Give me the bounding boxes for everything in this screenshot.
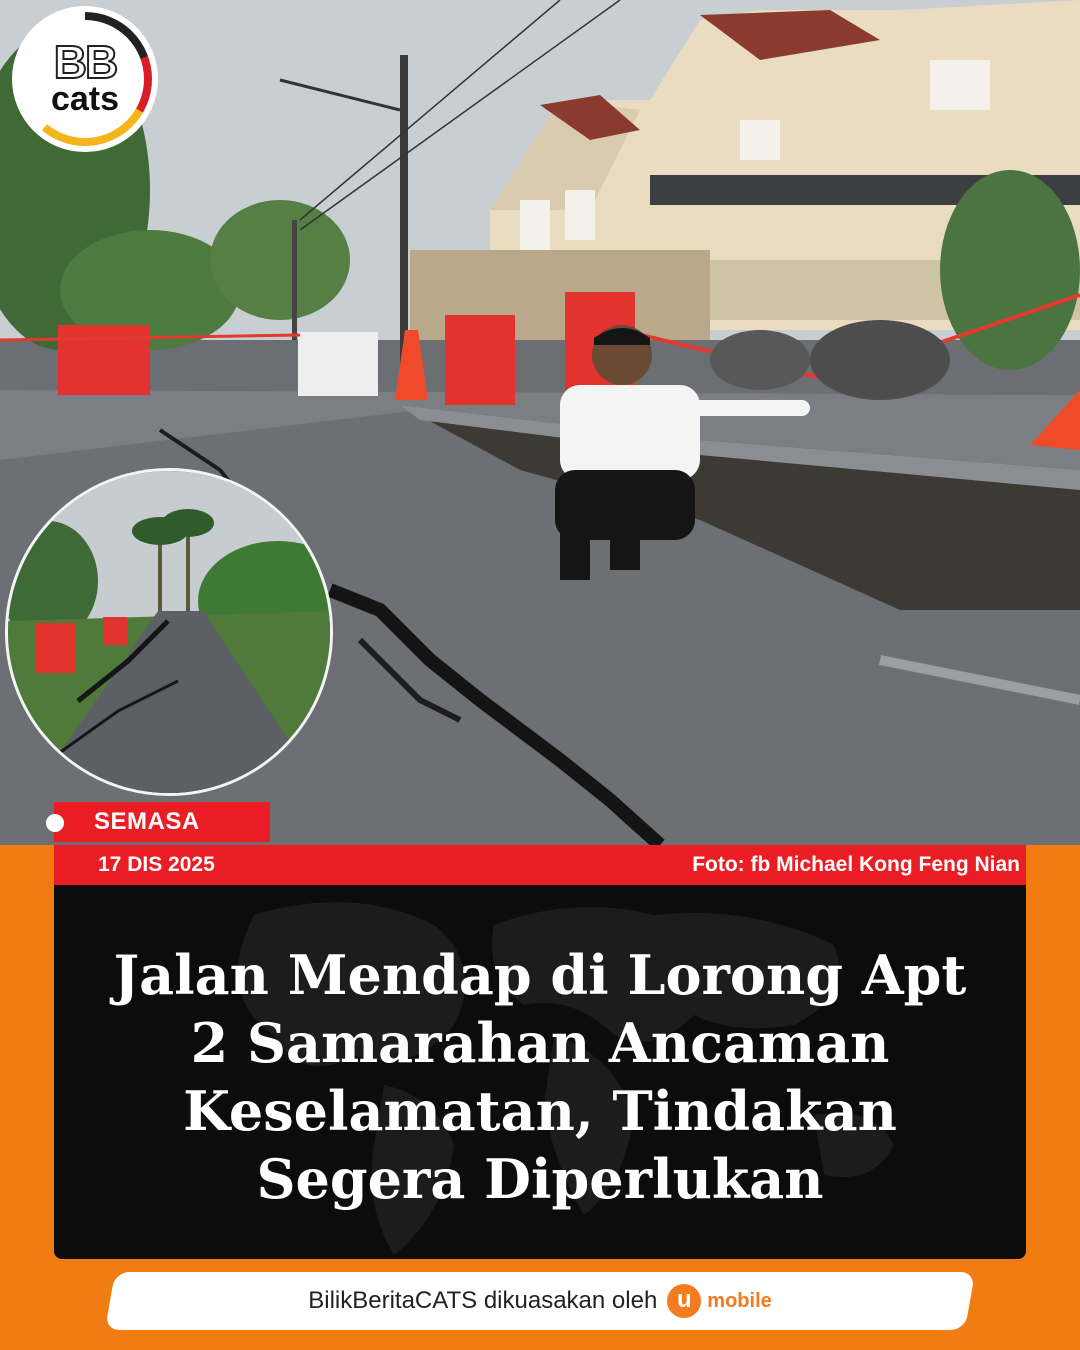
publish-date: 17 DIS 2025 [98,853,215,876]
logo-cats-text: cats [50,80,120,118]
umobile-logo-icon [667,1284,701,1318]
inset-photo [5,468,333,796]
umobile-label: mobile [707,1289,772,1312]
headline-panel [54,885,1026,1259]
umobile-icon-letter: u [676,1286,692,1313]
logo-bb-text: BB [53,36,117,88]
info-bar [54,845,1026,885]
footer-text: BilikBeritaCATS dikuasakan oleh [308,1287,658,1314]
inset-road-scene [8,471,333,796]
headline-title: Jalan Mendap di Lorong Apt 2 Samarahan Ancaman Keselamatan, Tindakan Segera Diperlukan [113,943,967,1211]
photo-credit: Foto: fb Michael Kong Feng Nian [692,853,1020,876]
footer-content [110,1272,970,1330]
category-tag [54,802,270,842]
category-label: SEMASA [94,808,200,835]
category-dot [46,814,64,832]
brand-logo [18,12,152,146]
